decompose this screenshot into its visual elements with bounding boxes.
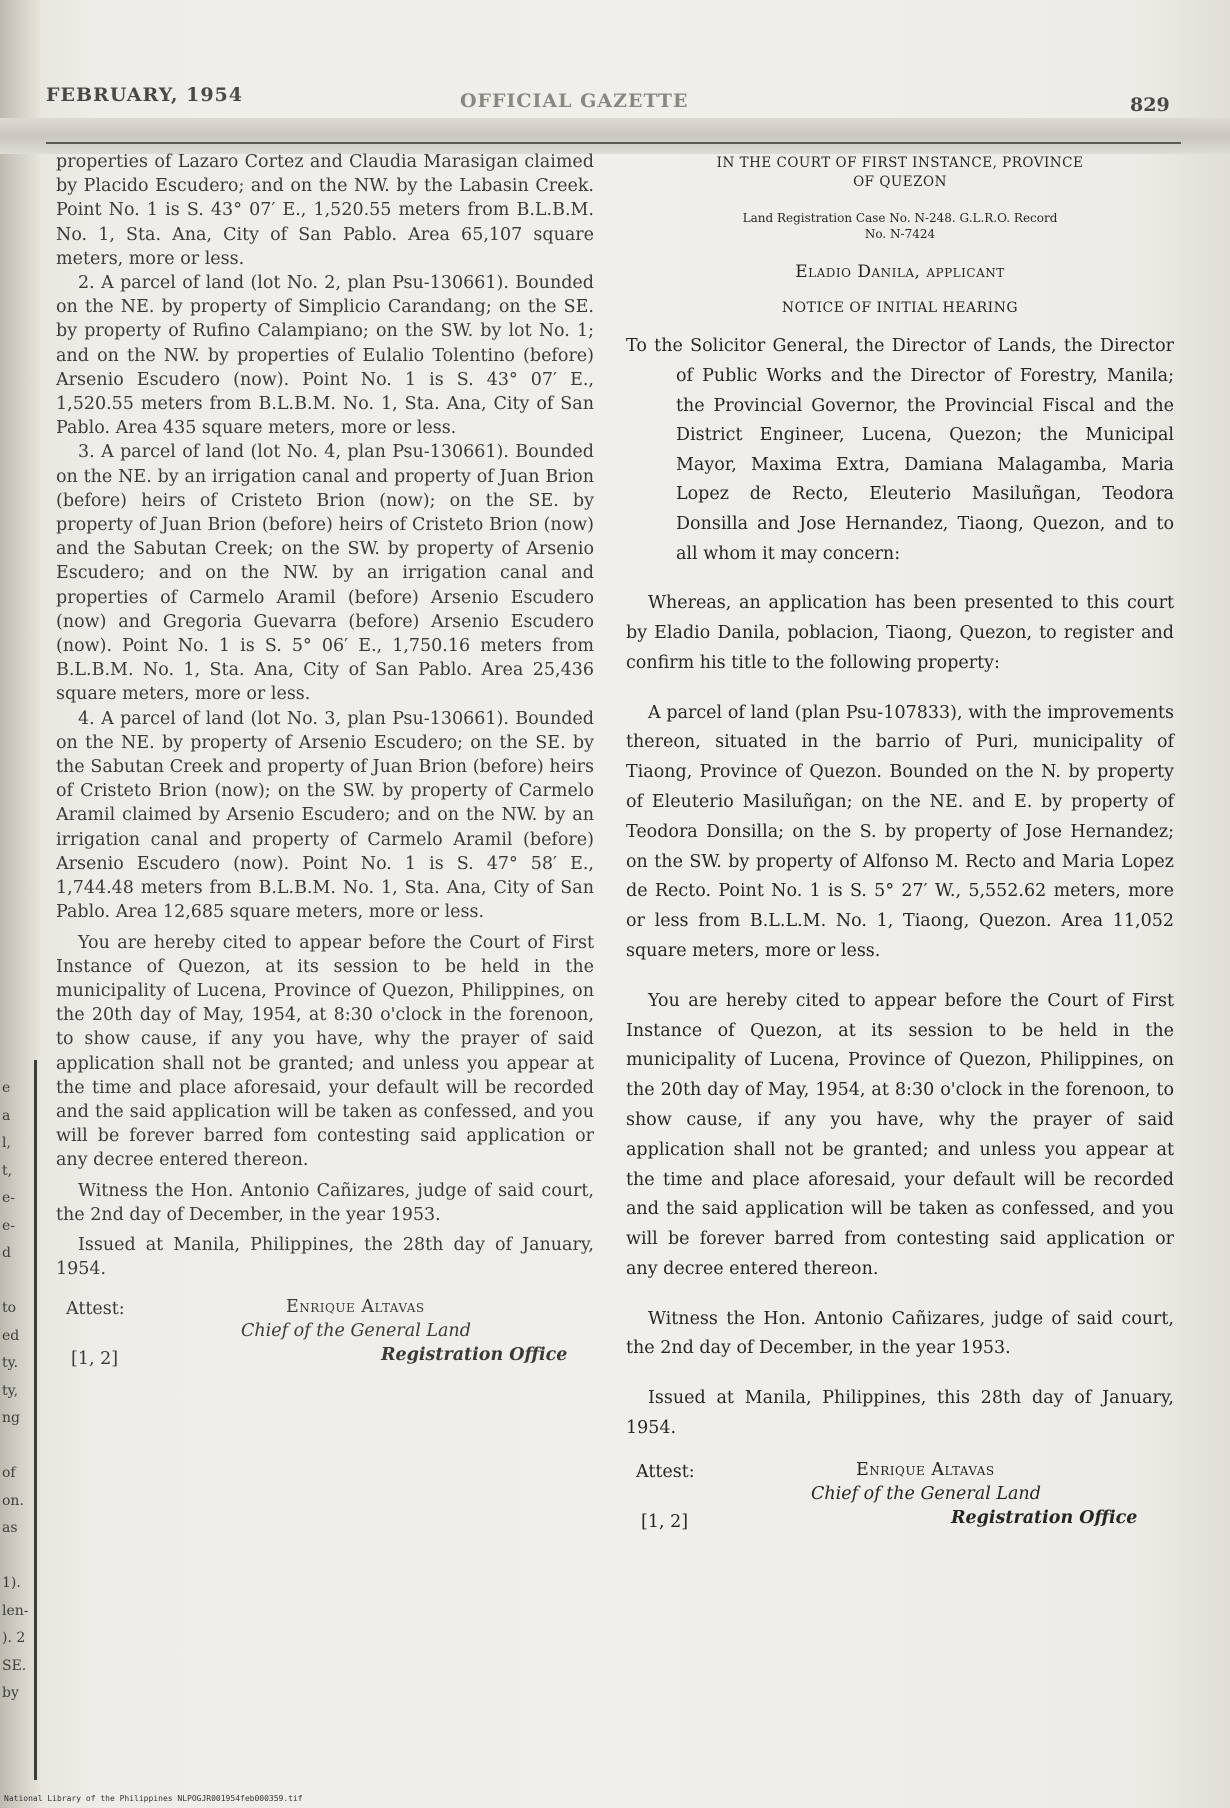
- margin-fragment: SE.: [2, 1657, 27, 1674]
- paragraph: Issued at Manila, Philippines, the 28th day of January, 1954.: [56, 1234, 594, 1280]
- margin-fragment: d: [2, 1245, 11, 1261]
- paragraph: 3. A parcel of land (lot No. 4, plan Psu-130661). Bounded on the NE. by an irrigation canal and property of Juan Brion (before) heirs of Cristeto Brion (now); on the SE. by property of Juan Brion (before) heirs of Cristeto Brion (now) and the Sabutan Creek; on the SW. by property of Arsenio Escudero; and on the NW. by an irrigation canal and properties of Carmelo Aramil (before) Arsenio Escudero (now) and Gregoria Guevarra (before) Arsenio Escudero (now). Point No. 1 is S. 5° 06′ E., 1,750.16 meters from B.L.B.M. No. 1, Sta. Ana, City of San Pablo. Area 25,436 square meters, more or less.: [56, 442, 594, 705]
- case-number: Land Registration Case No. N-248. G.L.R.O. Record No. N-7424: [742, 211, 1058, 241]
- court-heading: IN THE COURT OF FIRST INSTANCE, PROVINCE OF QUEZON: [716, 155, 1084, 190]
- signatory-title: Chief of the General Land: [241, 1321, 471, 1342]
- paragraph: 2. A parcel of land (lot No. 2, plan Psu-130661). Bounded on the NE. by property of Simplicio Carandang; on the SE. by property of Rufino Calampiano; on the SW. by lot No. 1; and on the NW. by properties of Eulalio Tolentino (before) Arsenio Escudero (now). Point No. 1 is S. 43° 07′ E., 1,520.55 meters from B.L.B.M. No. 1, Sta. Ana, City of San Pablo. Area 435 square meters, more or less.: [56, 273, 594, 439]
- margin-fragment: t,: [2, 1162, 13, 1179]
- publication-title: OFFICIAL GAZETTE: [460, 90, 689, 112]
- paragraph: 4. A parcel of land (lot No. 3, plan Psu-130661). Bounded on the NE. by property of Arsenio Escudero; on the SE. by the Sabutan Creek and property of Juan Brion (before) heirs of Cristeto Brion (now); on the SW. by property of Carmelo Aramil claimed by Arsenio Escudero; and on the NW. by an irrigation canal and property of Carmelo Aramil (before) Arsenio Escudero (now). Point No. 1 is S. 47° 58′ E., 1,744.48 meters from B.L.B.M. No. 1, Sta. Ana, City of San Pablo. Area 12,685 square meters, more or less.: [56, 708, 594, 923]
- paragraph: Whereas, an application has been presented to this court by Eladio Danila, poblacion, Tiaong, Quezon, to register and confirm his title to the following property:: [626, 593, 1174, 673]
- margin-fragment: ty.: [2, 1355, 19, 1371]
- margin-fragment: ). 2: [2, 1630, 26, 1646]
- page-number: 829: [1130, 94, 1170, 116]
- paragraph: Issued at Manila, Philippines, this 28th day of January, 1954.: [626, 1388, 1174, 1439]
- paragraph: properties of Lazaro Cortez and Claudia Marasigan claimed by Placido Escudero; and on the NW. by the Labasin Creek. Point No. 1 is S. 43° 07′ E., 1,520.55 meters from B.L.B.M. No. 1, Sta. Ana, City of San Pablo. Area 65,107 square meters, more or less.: [56, 152, 594, 269]
- issue-reference: [1, 2]: [641, 1511, 689, 1532]
- left-column: [56, 150, 594, 1371]
- margin-fragment: [2, 1543, 32, 1571]
- paragraph: Witness the Hon. Antonio Cañizares, judge of said court, the 2nd day of December, in the year 1953.: [56, 1180, 594, 1225]
- margin-fragment: l,: [2, 1135, 11, 1151]
- adjacent-page-fragments: [2, 1075, 32, 1708]
- signature-block: [626, 1458, 1174, 1534]
- margin-fragment: ed: [2, 1327, 20, 1344]
- signatory-name: Enrique Altavas: [856, 1459, 995, 1480]
- margin-fragment: 1).: [2, 1575, 21, 1591]
- margin-fragment: ty,: [2, 1382, 19, 1399]
- margin-fragment: a: [2, 1107, 11, 1124]
- signatory-title: Chief of the General Land: [811, 1483, 1041, 1504]
- margin-fragment: to: [2, 1300, 17, 1316]
- attest-label: Attest:: [636, 1461, 695, 1482]
- scan-footer: National Library of the Philippines NLPOGJR001954feb000359.tif: [4, 1794, 303, 1803]
- margin-fragment: len-: [2, 1602, 29, 1619]
- margin-fragment: on.: [2, 1492, 24, 1509]
- signatory-title: Registration Office: [381, 1345, 568, 1366]
- header-rule: [46, 142, 1181, 144]
- signatory-title: Registration Office: [951, 1507, 1138, 1528]
- margin-fragment: e: [2, 1080, 11, 1096]
- signature-block: [56, 1295, 594, 1371]
- addressees: To the Solicitor General, the Director of Lands, the Director of Public Works and the Director of Forestry, Manila; the Provincial Governor, the Provincial Fiscal and the District Engineer, Lucena, Quezon; the Municipal Mayor, Maxima Extra, Damiana Malagamba, Maria Lopez de Recto, Eleuterio Masiluñgan, Teodora Donsilla and Jose Hernandez, Tiaong, Quezon, and to all whom it may concern:: [626, 336, 1174, 564]
- margin-fragment: as: [2, 1520, 18, 1536]
- issue-reference: [1, 2]: [71, 1349, 119, 1370]
- notice-title: NOTICE OF INITIAL HEARING: [781, 300, 1019, 317]
- binding-edge: [34, 1060, 37, 1780]
- paragraph: A parcel of land (plan Psu-107833), with the improvements thereon, situated in the barrio of Puri, municipality of Tiaong, Province of Quezon. Bounded on the N. by property of Eleuterio Masiluñgan; on the NE. and E. by property of Teodora Donsilla; on the S. by property of Jose Hernandez; on the SW. by property of Alfonso M. Recto and Maria Lopez de Recto. Point No. 1 is S. 5° 27′ W., 5,552.62 meters, more or less from B.L.L.M. No. 1, Tiaong, Quezon. Area 11,052 square meters, more or less.: [626, 702, 1174, 961]
- issue-date: FEBRUARY, 1954: [46, 84, 243, 106]
- scan-shadow-band: [0, 118, 1230, 154]
- right-column: [626, 150, 1174, 1534]
- paragraph: You are hereby cited to appear before the Court of First Instance of Quezon, at its session to be held in the municipality of Lucena, Province of Quezon, Philippines, on the 20th day of May, 1954, at 8:30 o'clock in the forenoon, to show cause, if any you have, why the prayer of said application shall not be granted; and unless you appear at the time and place aforesaid, your default will be recorded and the said application will be taken as confessed, and you will be forever barred fom contesting said application or any decree entered thereon.: [56, 932, 594, 1171]
- margin-fragment: [2, 1433, 32, 1461]
- paragraph: You are hereby cited to appear before the Court of First Instance of Quezon, at its session to be held in the municipality of Lucena, Province of Quezon, Philippines, on the 20th day of May, 1954, at 8:30 o'clock in the forenoon, to show cause, if any you have, why the prayer of said application shall not be granted; and unless you appear at the time and place aforesaid, your default will be recorded and the said application will be taken as confessed, and you will be forever barred from contesting said application or any decree entered thereon.: [626, 990, 1174, 1279]
- margin-fragment: of: [2, 1465, 16, 1481]
- applicant-line: Eladio Danila, applicant: [795, 262, 1005, 282]
- running-head: [0, 80, 1230, 120]
- margin-fragment: by: [2, 1685, 19, 1701]
- margin-fragment: ng: [2, 1410, 20, 1426]
- margin-fragment: e-: [2, 1217, 16, 1234]
- paragraph: Witness the Hon. Antonio Cañizares, judge of said court, the 2nd day of December, in the year 1953.: [626, 1308, 1174, 1359]
- margin-fragment: [2, 1268, 32, 1296]
- margin-fragment: e-: [2, 1190, 16, 1206]
- attest-label: Attest:: [66, 1299, 125, 1320]
- signatory-name: Enrique Altavas: [286, 1297, 425, 1318]
